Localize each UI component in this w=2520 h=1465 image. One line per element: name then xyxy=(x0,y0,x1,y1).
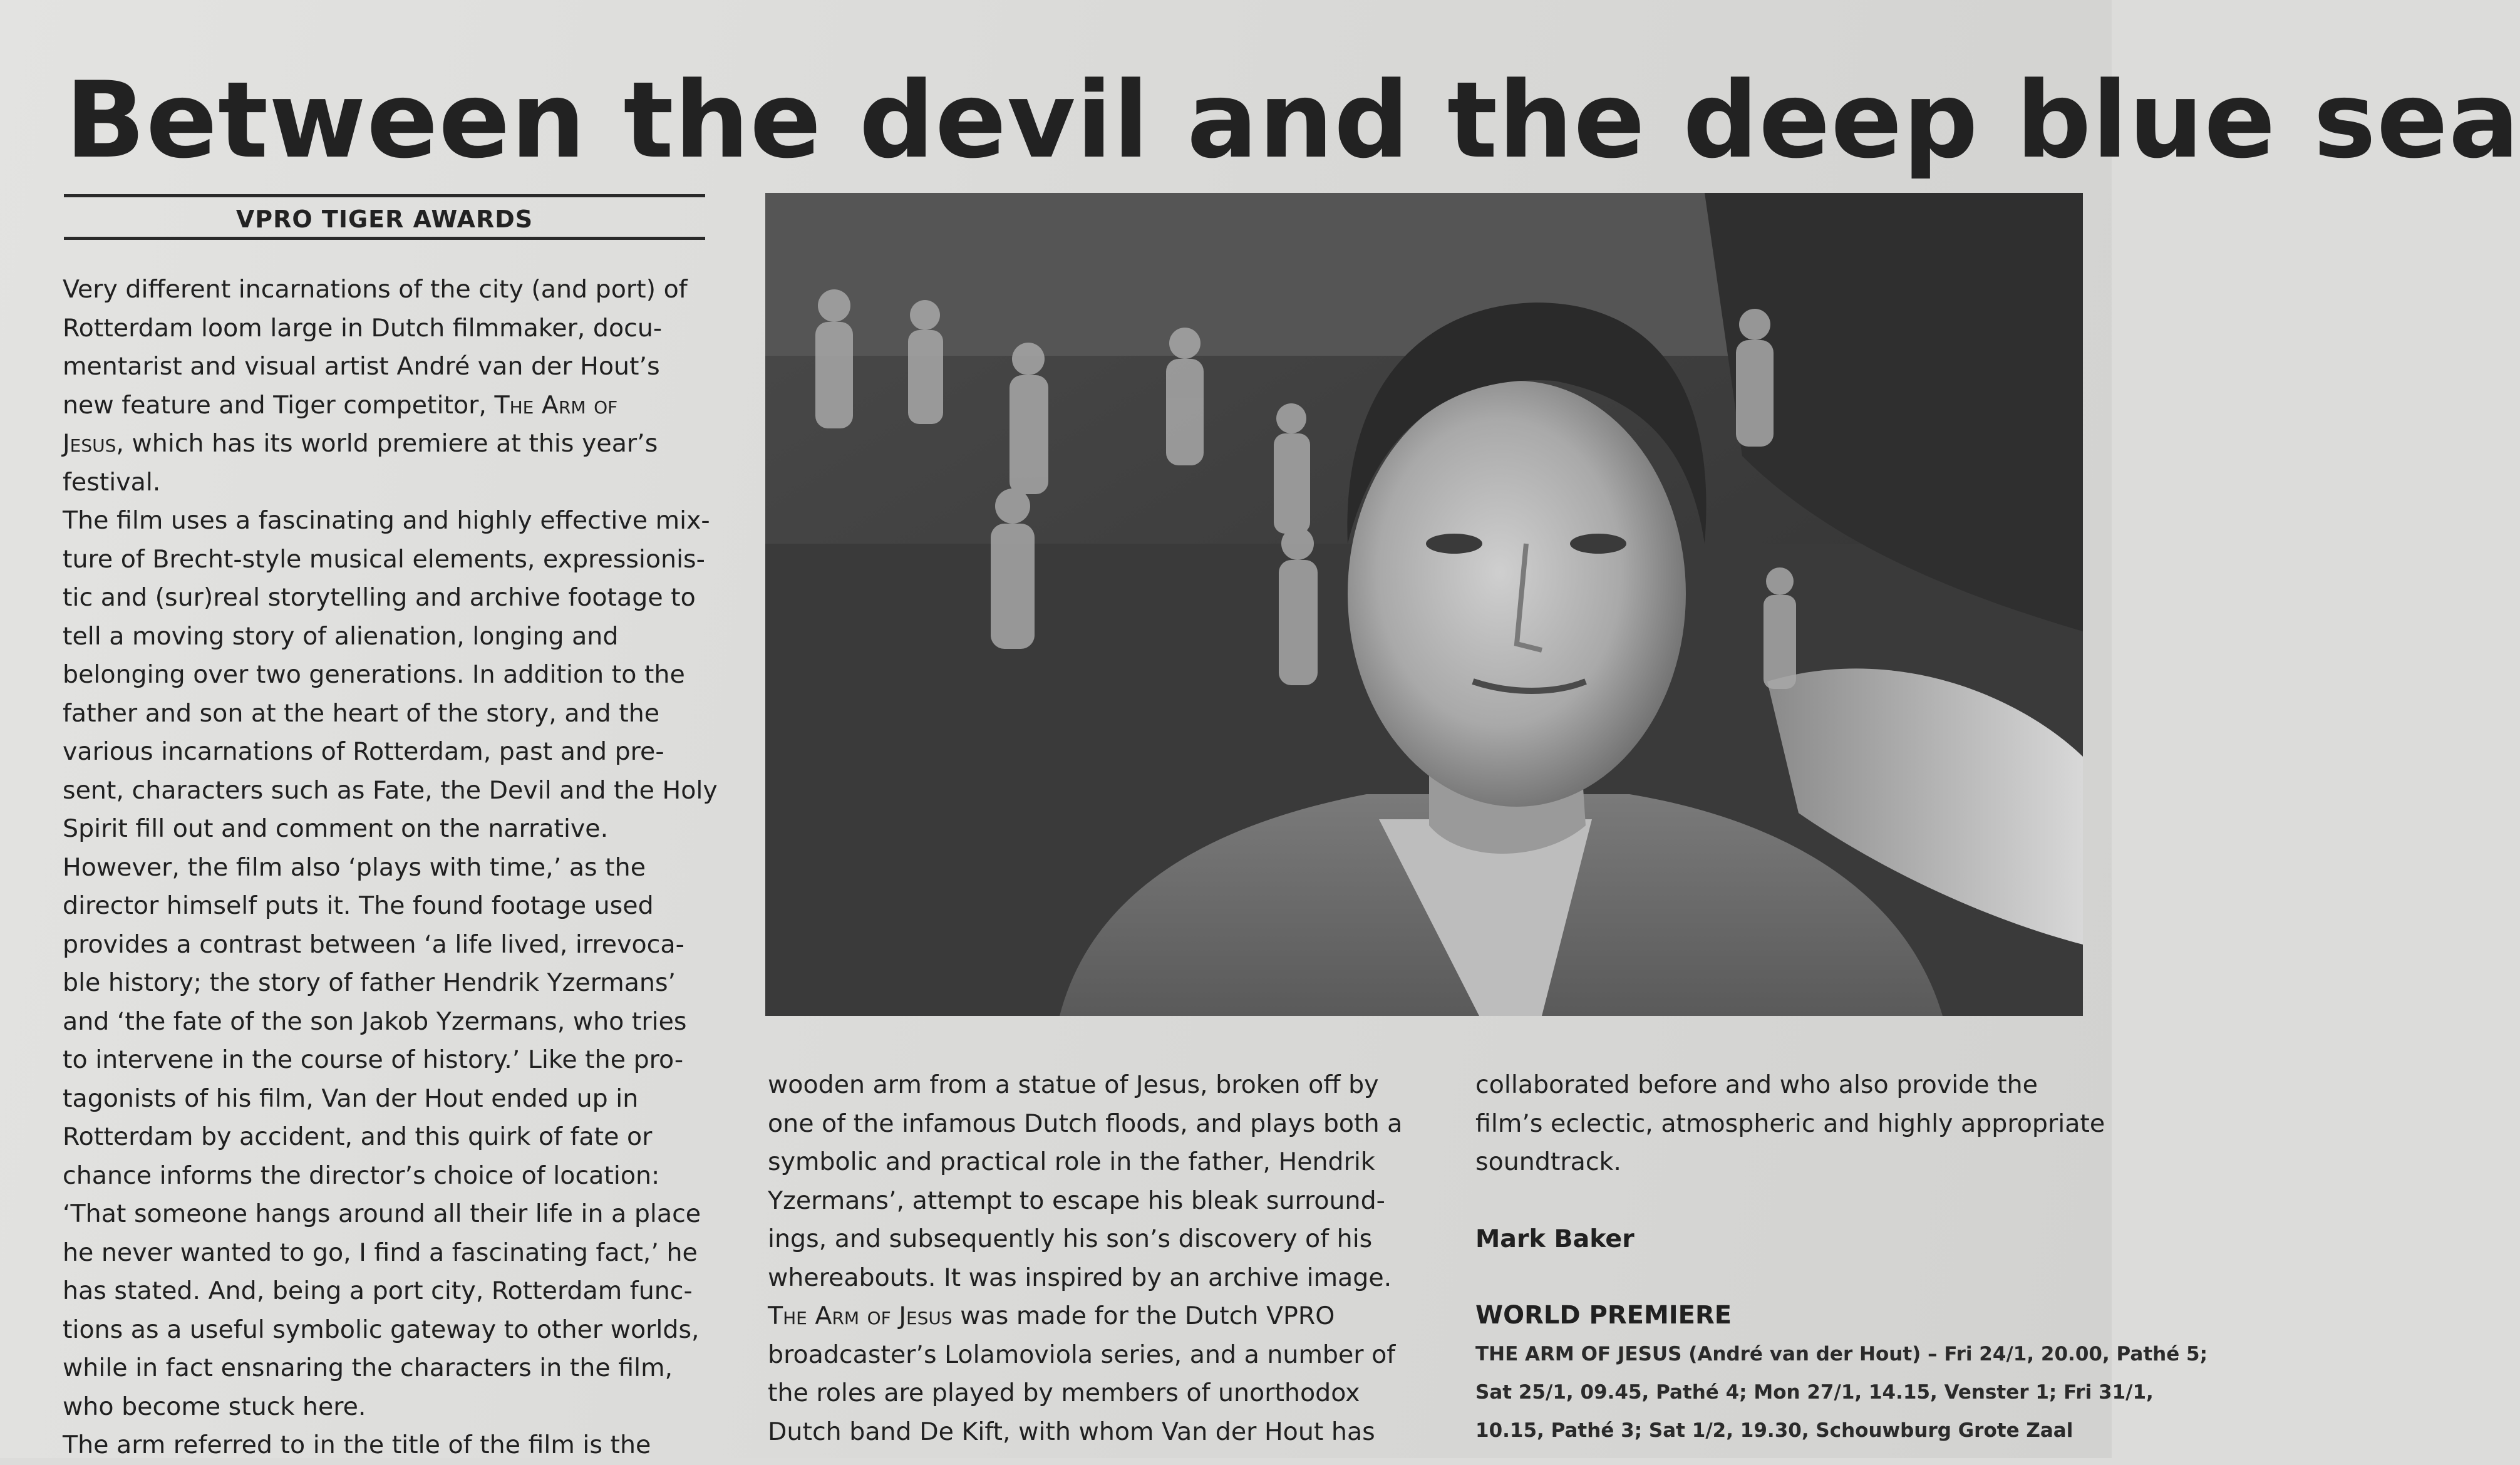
article-column-2 xyxy=(768,1066,1438,1451)
text-run: sent, characters such as Fate, the Devil and the Holy xyxy=(63,775,718,805)
text-line xyxy=(768,1066,1438,1105)
text-run: ble history; the story of father Hendrik Yzermans’ xyxy=(63,968,676,997)
text-line xyxy=(63,502,726,541)
text-line xyxy=(63,772,726,810)
text-run: who become stuck here. xyxy=(63,1392,366,1421)
text-run: The film uses a fascinating and highly effective mix- xyxy=(63,506,710,535)
text-line xyxy=(768,1413,1438,1452)
film-title: The Arm of Jesus xyxy=(768,1302,953,1330)
text-line xyxy=(63,1157,726,1196)
text-run: father and son at the heart of the story, and the xyxy=(63,698,660,728)
section-label: VPRO TIGER AWARDS xyxy=(235,205,534,233)
headline: Between the devil and the deep blue sea xyxy=(65,59,2520,182)
text-line xyxy=(768,1374,1438,1413)
text-run: new feature and Tiger competitor, xyxy=(63,390,495,420)
text-line xyxy=(63,463,726,502)
text-line xyxy=(63,849,726,888)
text-line xyxy=(63,1311,726,1350)
text-run: chance informs the director’s choice of location: xyxy=(63,1161,660,1190)
text-run: and ‘the fate of the son Jakob Yzermans, who tries xyxy=(63,1007,687,1036)
text-run: tagonists of his film, Van der Hout ended up in xyxy=(63,1084,639,1113)
text-run: director himself puts it. The found footage used xyxy=(63,891,654,920)
text-line xyxy=(63,1041,726,1080)
text-run: , which has its world premiere at this year’s xyxy=(116,429,658,458)
text-run: was made for the Dutch VPRO xyxy=(952,1302,1335,1330)
text-line xyxy=(63,1234,726,1273)
world-premiere-heading: WORLD PREMIERE xyxy=(1475,1301,1732,1330)
text-run: various incarnations of Rotterdam, past and pre- xyxy=(63,737,664,766)
portrait-photo-illustration xyxy=(765,193,2083,1016)
text-run: film’s eclectic, atmospheric and highly appropriate xyxy=(1475,1109,2105,1138)
text-run: while in fact ensnaring the characters in the film, xyxy=(63,1354,673,1382)
text-run: to intervene in the course of history.’ Like the pro- xyxy=(63,1045,684,1074)
text-line xyxy=(63,348,726,386)
article-column-3 xyxy=(1475,1066,2208,1450)
text-run: belonging over two generations. In addition to the xyxy=(63,660,685,689)
text-line xyxy=(63,309,726,348)
text-line xyxy=(63,964,726,1003)
text-line xyxy=(63,271,726,309)
text-line xyxy=(63,1349,726,1388)
byline: Mark Baker xyxy=(1475,1224,1634,1253)
text-run: soundtrack. xyxy=(1475,1147,1621,1176)
text-line xyxy=(63,579,726,618)
text-line xyxy=(63,1080,726,1119)
text-line xyxy=(1475,1066,2102,1105)
text-run: ture of Brecht-style musical elements, expressionis- xyxy=(63,544,705,574)
article-photo xyxy=(765,193,2083,1016)
text-run: broadcaster’s Lolamoviola series, and a number of xyxy=(768,1340,1396,1369)
text-run: Dutch band De Kift, with whom Van der Hout has xyxy=(768,1417,1375,1446)
text-run: one of the infamous Dutch floods, and plays both a xyxy=(768,1109,1403,1138)
text-line xyxy=(63,541,726,579)
text-line xyxy=(768,1143,1438,1182)
section-rule-bottom xyxy=(64,237,705,240)
text-line xyxy=(1475,1105,2105,1144)
world-premiere-line: Sat 25/1, 09.45, Pathé 4; Mon 27/1, 14.15, Venster 1; Fri 31/1, xyxy=(1475,1380,2154,1404)
text-run: collaborated before and who also provide the xyxy=(1475,1070,2038,1099)
text-run: tell a moving story of alienation, longing and xyxy=(63,621,619,651)
text-line xyxy=(63,1426,726,1465)
text-run: The arm referred to in the title of the film is the xyxy=(63,1431,651,1459)
text-line xyxy=(63,1388,726,1427)
text-line xyxy=(63,1272,726,1311)
world-premiere-line: 10.15, Pathé 3; Sat 1/2, 19.30, Schouwburg Grote Zaal xyxy=(1475,1419,2073,1442)
text-run: Spirit fill out and comment on the narrative. xyxy=(63,814,609,843)
text-run: wooden arm from a statue of Jesus, broken off by xyxy=(768,1070,1379,1099)
text-line xyxy=(63,425,726,463)
text-run: Yzermans’, attempt to escape his bleak surround- xyxy=(768,1186,1385,1215)
section-rule-top xyxy=(64,194,705,197)
text-line xyxy=(63,926,726,965)
text-run: However, the film also ‘plays with time,’ as the xyxy=(63,852,646,882)
text-run: Very different incarnations of the city (and port) of xyxy=(63,275,688,304)
text-run: festival. xyxy=(63,467,161,497)
text-run: the roles are played by members of unorthodox xyxy=(768,1379,1360,1407)
text-line xyxy=(768,1105,1438,1144)
text-line xyxy=(768,1259,1438,1298)
text-run: Rotterdam loom large in Dutch filmmaker, docu- xyxy=(63,313,663,343)
text-line xyxy=(63,695,726,733)
text-line xyxy=(63,1195,726,1234)
text-line xyxy=(63,1003,726,1042)
text-run: whereabouts. It was inspired by an archive image. xyxy=(768,1263,1392,1292)
text-line xyxy=(1475,1143,2102,1182)
text-line xyxy=(63,1118,726,1157)
text-run: mentarist and visual artist André van der Hout’s xyxy=(63,352,660,381)
text-run: he never wanted to go, I find a fascinating fact,’ he xyxy=(63,1238,698,1267)
text-line xyxy=(768,1220,1438,1259)
article-column-1 xyxy=(63,271,726,1465)
text-line xyxy=(63,656,726,695)
text-line xyxy=(768,1297,1438,1336)
film-title: The Arm of xyxy=(494,390,618,420)
text-line xyxy=(63,618,726,656)
text-line xyxy=(768,1336,1438,1375)
text-line xyxy=(63,887,726,926)
film-title: Jesus xyxy=(63,429,116,458)
text-line xyxy=(63,386,726,425)
text-line xyxy=(63,810,726,849)
text-run: Rotterdam by accident, and this quirk of fate or xyxy=(63,1122,653,1151)
text-run: symbolic and practical role in the father, Hendrik xyxy=(768,1147,1375,1176)
world-premiere-line: THE ARM OF JESUS (André van der Hout) – Fri 24/1, 20.00, Pathé 5; xyxy=(1475,1342,2208,1365)
text-run: ‘That someone hangs around all their life in a place xyxy=(63,1199,701,1228)
text-run: tic and (sur)real storytelling and archive footage to xyxy=(63,583,696,612)
text-run: provides a contrast between ‘a life lived, irrevoca- xyxy=(63,929,684,959)
text-run: ings, and subsequently his son’s discovery of his xyxy=(768,1224,1373,1253)
text-run: tions as a useful symbolic gateway to other worlds, xyxy=(63,1315,700,1344)
text-line xyxy=(768,1182,1438,1221)
text-run: has stated. And, being a port city, Rotterdam func- xyxy=(63,1276,693,1305)
text-line xyxy=(63,733,726,772)
